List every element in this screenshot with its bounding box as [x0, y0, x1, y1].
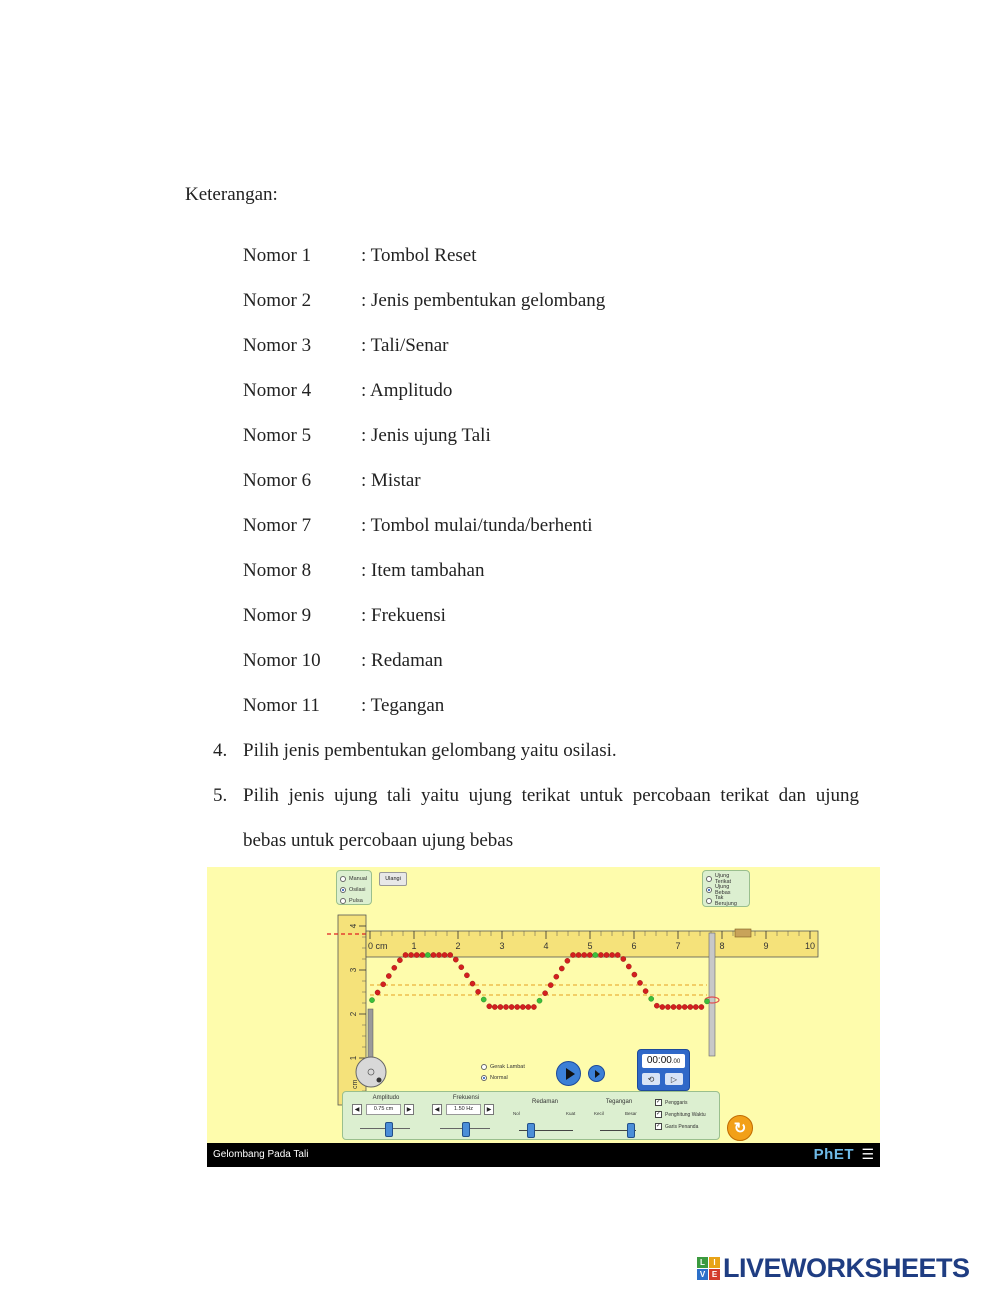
radio-no-end[interactable]	[706, 895, 746, 906]
legend-value: : Jenis ujung Tali	[361, 425, 491, 446]
string-bead	[543, 991, 548, 996]
stopwatch-reset-icon[interactable]: ⟲	[642, 1073, 660, 1085]
legend-value: : Amplitudo	[361, 380, 453, 401]
frequency-slider-thumb[interactable]	[462, 1122, 470, 1137]
legend-key: Nomor 5	[243, 425, 312, 446]
string-bead	[587, 952, 592, 957]
string-bead	[660, 1004, 665, 1009]
legend-key: Nomor 1	[243, 245, 312, 266]
string-bead	[531, 1004, 536, 1009]
ruler-tick-label: 9	[763, 941, 769, 951]
radio-dot	[481, 1075, 487, 1081]
ruler-tick-label: 4	[349, 923, 358, 929]
tension-label: Tegangan	[605, 1099, 633, 1105]
string-bead-marker	[481, 997, 486, 1002]
string-bead	[503, 1004, 508, 1009]
radio-dot	[340, 887, 346, 893]
string-bead	[442, 952, 447, 957]
radio-dot	[340, 898, 346, 904]
wave-mode-panel	[336, 870, 372, 905]
radio-dot	[481, 1064, 487, 1070]
string-bead	[520, 1004, 525, 1009]
wave-on-string-simulation	[207, 867, 880, 1167]
checkbox-reference-line[interactable]	[655, 1123, 698, 1130]
legend-heading: Keterangan:	[185, 184, 278, 205]
ruler-tick-label: 7	[675, 941, 681, 951]
frequency-increase-button[interactable]: ▶	[484, 1104, 494, 1115]
logo-word: LIVEWORKSHEETS	[723, 1252, 970, 1283]
string-bead	[671, 1004, 676, 1009]
legend-value: : Jenis pembentukan gelombang	[361, 290, 606, 311]
string-bead-marker	[425, 952, 430, 957]
reset-all-icon: ↻	[733, 1120, 747, 1137]
string-bead	[420, 952, 425, 957]
step-number: 4.	[213, 740, 228, 761]
string-bead	[509, 1004, 514, 1009]
check-icon: ✓	[656, 1111, 662, 1117]
radio-dot	[706, 876, 712, 882]
step-text-line2: bebas untuk percobaan ujung bebas	[243, 830, 514, 851]
string-bead-marker	[537, 998, 542, 1003]
end-mode-panel	[702, 870, 750, 907]
string-bead	[548, 983, 553, 988]
damping-min-label: Nol	[513, 1111, 520, 1116]
ruler-tick-label: 2	[455, 941, 461, 951]
string-bead	[381, 982, 386, 987]
damping-label: Redaman	[531, 1099, 558, 1105]
legend-value: : Item tambahan	[361, 560, 485, 581]
checkbox-ruler[interactable]	[655, 1099, 688, 1106]
string-bead-marker	[369, 998, 374, 1003]
string-bead	[476, 989, 481, 994]
string-bead	[464, 973, 469, 978]
ruler-unit-label: cm	[352, 1079, 359, 1089]
damping-max-label: Kuat	[566, 1111, 576, 1116]
radio-label: Pulsa	[349, 897, 363, 904]
string-bead	[626, 964, 631, 969]
frequency-decrease-button[interactable]: ◀	[432, 1104, 442, 1115]
string-bead	[470, 981, 475, 986]
string-bead	[682, 1004, 687, 1009]
string-bead	[693, 1004, 698, 1009]
string-bead	[637, 980, 642, 985]
legend-value: : Tombol mulai/tunda/berhenti	[361, 515, 593, 536]
string-bead	[431, 952, 436, 957]
frequency-value: 1.50 Hz	[446, 1104, 481, 1115]
amplitude-decrease-button[interactable]: ◀	[352, 1104, 362, 1115]
reset-all-button[interactable]	[727, 1115, 753, 1141]
ruler-tick-label: 5	[587, 941, 593, 951]
string-bead	[615, 952, 620, 957]
legend-key: Nomor 9	[243, 605, 312, 626]
radio-slow-motion[interactable]	[481, 1061, 525, 1072]
string-bead	[397, 958, 402, 963]
string-bead	[598, 952, 603, 957]
string-bead	[453, 957, 458, 962]
amplitude-slider-thumb[interactable]	[385, 1122, 393, 1137]
radio-label: Tak Berujung	[714, 894, 737, 907]
string-bead	[492, 1004, 497, 1009]
step-number: 5.	[213, 785, 228, 806]
radio-manual[interactable]	[340, 873, 368, 884]
legend-key: Nomor 2	[243, 290, 312, 311]
tension-min-label: Kecil	[594, 1111, 604, 1116]
legend-key: Nomor 6	[243, 470, 312, 491]
radio-dot	[706, 887, 712, 893]
sim-title: Gelombang Pada Tali	[213, 1149, 309, 1160]
ruler-handle	[735, 929, 751, 937]
legend-value: : Tegangan	[361, 695, 445, 716]
legend-key: Nomor 8	[243, 560, 312, 581]
ruler-tick-label: 3	[499, 941, 505, 951]
radio-fixed-end[interactable]	[706, 873, 746, 884]
checkbox-label: Penghitung Waktu	[665, 1111, 706, 1118]
check-icon: ✓	[656, 1123, 662, 1129]
radio-loose-end[interactable]	[706, 884, 746, 895]
legend-value: : Mistar	[361, 470, 421, 491]
string-bead	[414, 952, 419, 957]
radio-label: Gerak Lambat	[490, 1063, 525, 1070]
string-bead	[699, 1004, 704, 1009]
phet-logo[interactable]: PhET	[813, 1146, 854, 1163]
legend-value: : Tali/Senar	[361, 335, 449, 356]
string-bead	[515, 1004, 520, 1009]
end-post	[709, 933, 715, 1056]
checkbox-timer[interactable]	[655, 1111, 706, 1118]
string-bead-marker	[649, 996, 654, 1001]
ruler-tick-label: 1	[349, 1055, 358, 1061]
logo-blocks: L I V E	[697, 1257, 720, 1280]
stopwatch[interactable]	[637, 1049, 690, 1091]
tension-max-label: Besar	[625, 1111, 637, 1116]
radio-label: Osilasi	[349, 886, 366, 893]
step-text-line1: Pilih jenis ujung tali yaitu ujung terikat untuk percobaan terikat dan ujung	[243, 785, 859, 806]
hamburger-menu-icon[interactable]: ☰	[861, 1146, 874, 1162]
string-bead	[526, 1004, 531, 1009]
string-bead	[386, 973, 391, 978]
ruler-tick-label: 3	[349, 967, 358, 973]
radio-dot	[706, 898, 712, 904]
speed-panel	[481, 1061, 525, 1083]
ruler-tick-label: 6	[631, 941, 637, 951]
string-bead	[576, 952, 581, 957]
string-bead	[392, 965, 397, 970]
amplitude-increase-button[interactable]: ▶	[404, 1104, 414, 1115]
string-bead-marker	[704, 999, 709, 1004]
ruler-tick-label: 1	[411, 941, 417, 951]
radio-label: Manual	[349, 875, 368, 882]
string-bead	[375, 990, 380, 995]
string-bead	[643, 989, 648, 994]
stopwatch-display: 00:00.00	[642, 1054, 685, 1068]
legend-key: Nomor 11	[243, 695, 320, 716]
damping-slider-thumb[interactable]	[527, 1123, 535, 1138]
string-bead	[436, 952, 441, 957]
string-bead	[604, 952, 609, 957]
string-bead	[409, 952, 414, 957]
string-bead	[403, 952, 408, 957]
string-bead	[559, 966, 564, 971]
legend-key: Nomor 3	[243, 335, 312, 356]
amplitude-label: Amplitudo	[372, 1095, 400, 1101]
legend-value: : Tombol Reset	[361, 245, 477, 266]
string-bead	[688, 1004, 693, 1009]
legend-key: Nomor 7	[243, 515, 312, 536]
string-bead	[654, 1003, 659, 1008]
control-panel	[342, 1091, 720, 1140]
string-bead	[582, 952, 587, 957]
tension-slider-thumb[interactable]	[627, 1123, 635, 1138]
step-button[interactable]	[588, 1065, 605, 1082]
radio-label: Normal	[490, 1074, 508, 1081]
check-icon: ✓	[656, 1099, 662, 1105]
ruler-tick-label: 10	[804, 941, 816, 951]
radio-label: Ujung Bebas	[714, 883, 731, 896]
string-bead-marker	[593, 952, 598, 957]
string-bead	[448, 952, 453, 957]
oscillator-wheel	[356, 1057, 386, 1087]
ruler-tick-label: 2	[349, 1011, 358, 1017]
radio-normal[interactable]	[481, 1072, 525, 1083]
string-bead	[565, 958, 570, 963]
radio-osilasi[interactable]	[340, 884, 368, 895]
liveworksheets-logo	[697, 1252, 970, 1284]
step-forward-icon	[595, 1070, 600, 1078]
checkbox-label: Garis Penanda	[665, 1123, 699, 1130]
legend-key: Nomor 10	[243, 650, 321, 671]
string-bead	[487, 1004, 492, 1009]
oscillator-pin	[377, 1078, 382, 1083]
string-bead	[677, 1004, 682, 1009]
frequency-label: Frekuensi	[452, 1095, 480, 1101]
string-bead	[554, 974, 559, 979]
legend-key: Nomor 4	[243, 380, 312, 401]
string-bead	[498, 1004, 503, 1009]
radio-dot	[340, 876, 346, 882]
play-button[interactable]	[556, 1061, 581, 1086]
checkbox-label: Penggaris	[665, 1099, 688, 1106]
string-bead	[621, 956, 626, 961]
string-bead	[610, 952, 615, 957]
radio-label: Ujung Terikat	[714, 872, 732, 885]
reset-string-button[interactable]: Ulangi	[379, 872, 407, 886]
string-bead	[459, 965, 464, 970]
play-icon	[566, 1068, 575, 1080]
ruler-tick-label: 4	[543, 941, 549, 951]
legend-value: : Redaman	[361, 650, 443, 671]
ruler-tick-label: 0 cm	[368, 941, 388, 951]
legend-value: : Frekuensi	[361, 605, 446, 626]
ruler-tick-label: 8	[719, 941, 725, 951]
string-bead	[632, 972, 637, 977]
string-bead	[570, 952, 575, 957]
step-text: Pilih jenis pembentukan gelombang yaitu osilasi.	[243, 740, 617, 761]
amplitude-value: 0.75 cm	[366, 1104, 401, 1115]
sim-footer	[207, 1143, 880, 1167]
stopwatch-play-icon[interactable]: ▷	[665, 1073, 683, 1085]
radio-pulsa[interactable]	[340, 895, 368, 906]
string-bead	[665, 1004, 670, 1009]
